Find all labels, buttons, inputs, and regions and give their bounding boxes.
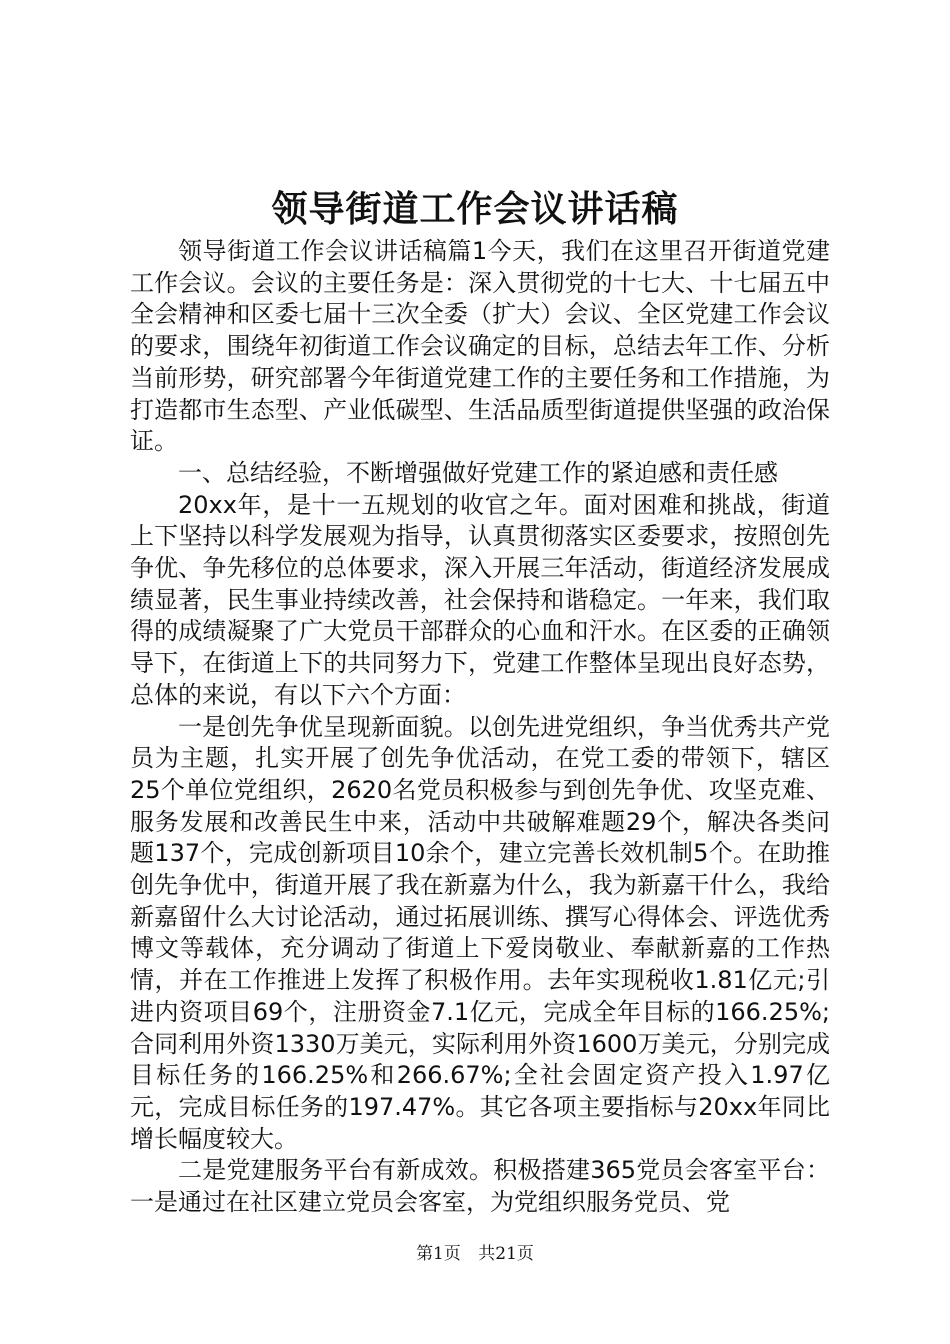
page-footer [0, 1243, 950, 1265]
document-title: 领导街道工作会议讲话稿 [271, 188, 679, 230]
paragraph-intro: 领导街道工作会议讲话稿篇1今天，我们在这里召开街道党建工作会议。会议的主要任务是：深入贯彻党的十七大、十七届五中全会精神和区委七届十三次全委（扩大）会议、全区党建工作会议的要求，围绕年初街道工作会议确定的目标，总结去年工作、分析当前形势，研究部署今年街道党建工作的主要任务和工作措施，为打造都市生态型、产业低碳型、生活品质型街道提供坚强的政治保证。 [130, 237, 830, 456]
paragraph-point-one: 一是创先争优呈现新面貌。以创先进党组织，争当优秀共产党员为主题，扎实开展了创先争优活动，在党工委的带领下，辖区25个单位党组织，2620名党员积极参与到创先争优、攻坚克难、服务发展和改善民生中来，活动中共破解难题29个，解决各类问题137个，完成创新项目10余个，建立完善长效机制5个。在助推创先争优中，街道开展了我在新嘉为什么，我为新嘉干什么，我给新嘉留什么大讨论活动，通过拓展训练、撰写心得体会、评选优秀博文等载体，充分调动了街道上下爱岗敬业、奉献新嘉的工作热情，并在工作推进上发挥了积极作用。去年实现税收1.81亿元;引进内资项目69个，注册资金7.1亿元，完成全年目标的166.25%;合同利用外资1330万美元，实际利用外资1600万美元，分别完成目标任务的166.25%和266.67%;全社会固定资产投入1.97亿元，完成目标任务的197.47%。其它各项主要指标与20xx年同比增长幅度较大。 [130, 712, 830, 1153]
paragraph-point-two: 二是党建服务平台有新成效。积极搭建365党员会客室平台：一是通过在社区建立党员会客室，为党组织服务党员、党 [130, 1156, 830, 1217]
page-total: 共21页 [478, 1244, 534, 1264]
document-body [130, 236, 830, 1219]
section-heading: 一、总结经验，不断增强做好党建工作的紧迫感和责任感 [178, 458, 778, 487]
paragraph-summary: 20xx年，是十一五规划的收官之年。面对困难和挑战，街道上下坚持以科学发展观为指导，认真贯彻落实区委要求，按照创先争优、争先移位的总体要求，深入开展三年活动，街道经济发展成绩显著，民生事业持续改善，社会保持和谐稳定。一年来，我们取得的成绩凝聚了广大党员干部群众的心血和汗水。在区委的正确领导下，在街道上下的共同努力下，党建工作整体呈现出良好态势，总体的来说，有以下六个方面： [130, 490, 830, 709]
page-number: 第1页 [416, 1244, 461, 1264]
